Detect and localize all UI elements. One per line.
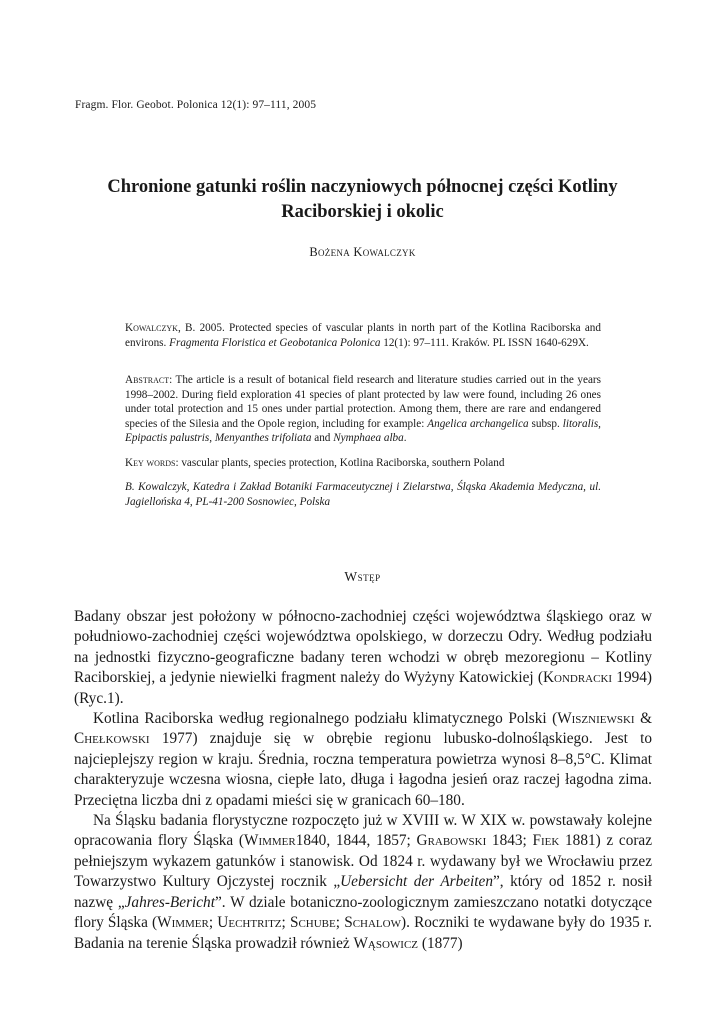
keywords-label: Key words: [125, 457, 176, 469]
keywords-block: Key words: vascular plants, species protection, Kotlina Raciborska, southern Poland: [125, 457, 505, 469]
abstract-block: Abstract: The article is a result of botanical field research and literature studies carried out in the years 1998–2002. During field exploration 41 species of plant protected by law were found, including 26 ones under total protection and 15 ones under partial protection. Among them, there are rare and endangered species of the Silesia and the Opole region, including for example: Angelica archangelica subsp. litoralis, Epipactis palustris, Menyanthes trifoliata and Nymphaea alba.: [125, 374, 601, 444]
title-line-2: Raciborskiej i okolic: [281, 202, 444, 222]
body-text: [74, 607, 652, 954]
journal-reference: Fragm. Flor. Geobot. Polonica 12(1): 97–111, 2005: [75, 99, 317, 111]
abstract-label: Abstract: [125, 374, 170, 386]
paragraph-1: Badany obszar jest położony w północno-zachodniej części województwa śląskiego oraz w południowo-zachodniej części województwa opolskiego, w dorzeczu Odry. Według podziału na jednostki fizyczno-geograficzne badany teren wchodzi w obręb mezoregionu – Kotliny Raciborskiej, a jedynie niewielki fragment należy do Wyżyny Katowickiej (Kondracki 1994) (Ryc.1).: [74, 608, 652, 707]
author-affiliation: B. Kowalczyk, Katedra i Zakład Botaniki Farmaceutycznej i Zielarstwa, Śląska Akademia Medyczna, ul. Jagiellońska 4, PL-41-200 Sosnowiec, Polska: [125, 481, 601, 508]
article-title: [60, 175, 665, 225]
citation-block: Kowalczyk, B. 2005. Protected species of vascular plants in north part of the Kotlina Raciborska and environs. Fragmenta Floristica et Geobotanica Polonica 12(1): 97–111. Kraków. PL ISSN 1640-629X.: [125, 322, 601, 349]
citation-journal: Fragmenta Floristica et Geobotanica Polonica: [169, 336, 381, 349]
citation-author: Kowalczyk: [125, 322, 178, 334]
section-heading: Wstęp: [344, 569, 381, 584]
paragraph-3: Na Śląsku badania florystyczne rozpoczęto już w XVIII w. W XIX w. powstawały kolejne opracowania flory Śląska (Wimmer1840, 1844, 1857; Grabowski 1843; Fiek 1881) z coraz pełniejszym wykazem gatunków i stanowisk. Od 1824 r. wydawany był we Wrocławiu przez Towarzystwo Kultury Ojczystej rocznik „Uebersicht der Arbeiten”, który od 1852 r. nosił nazwę „Jahres-Bericht”. W dziale botaniczno-zoologicznym zamieszczano notatki dotyczące flory Śląska (Wimmer; Uechtritz; Schube; Schalow). Roczniki te wydawane były do 1935 r. Badania na terenie Śląska prowadził również Wąsowicz (1877): [74, 812, 653, 952]
title-line-1: Chronione gatunki roślin naczyniowych północnej części Kotliny: [107, 177, 618, 197]
author-name: Bożena Kowalczyk: [309, 245, 416, 259]
paragraph-2: Kotlina Raciborska według regionalnego podziału klimatycznego Polski (Wiszniewski & Chełkowski 1977) znajduje się w obrębie regionu lubusko-dolnośląskiego. Jest to najcieplejszy region w kraju. Średnia, roczna temperatura powietrza wynosi 8–8,5°C. Klimat charakteryzuje wczesna wiosna, ciepłe lato, długa i łagodna jesień oraz raczej łagodna zima. Przeciętna liczba dni z opadami mieści się w granicach 60–180.: [74, 710, 652, 809]
